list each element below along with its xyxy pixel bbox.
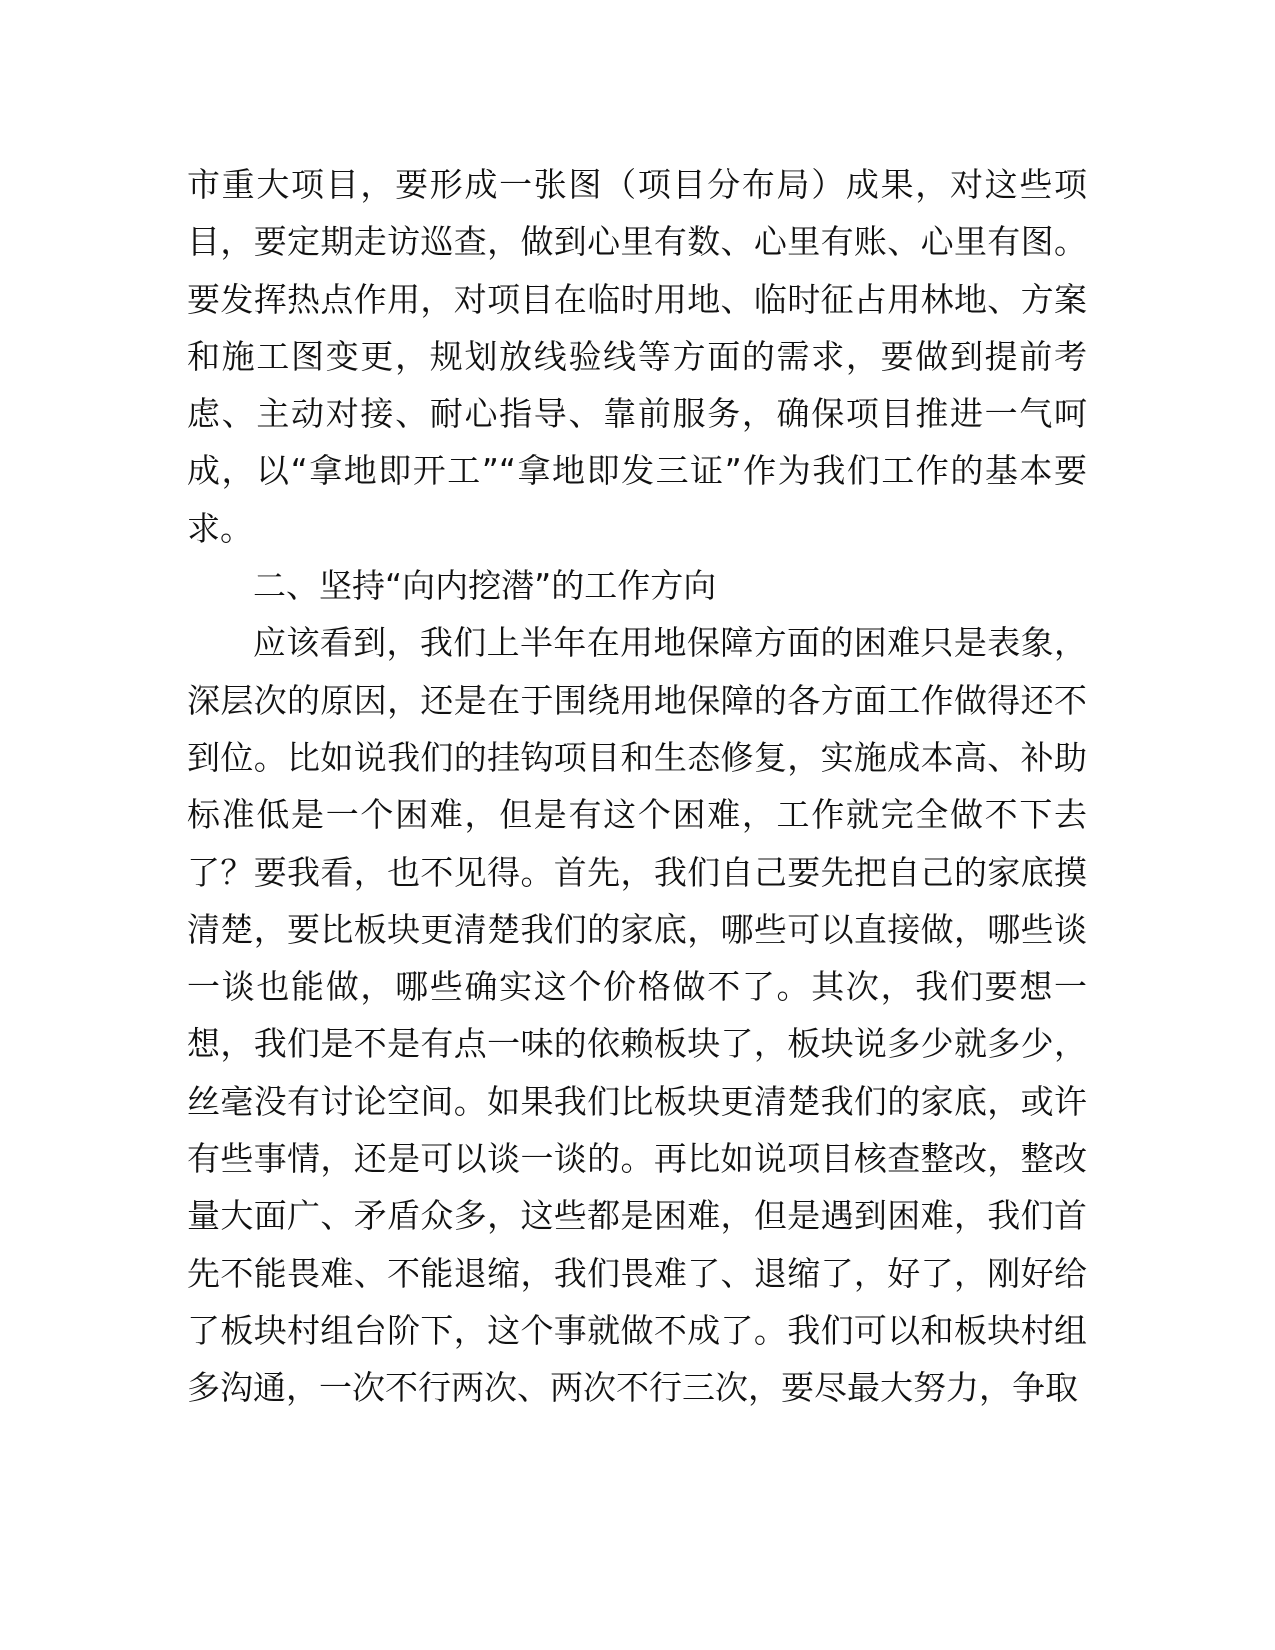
paragraph-body: 应该看到，我们上半年在用地保障方面的困难只是表象，深层次的原因，还是在于围绕用地保障的各方面工作做得还不到位。比如说我们的挂钩项目和生态修复，实施成本高、补助标准低是一个困难，但是有这个困难，工作就完全做不下去了？要我看，也不见得。首先，我们自己要先把自己的家底摸清楚，要比板块更清楚我们的家底，哪些可以直接做，哪些谈一谈也能做，哪些确实这个价格做不了。其次，我们要想一想，我们是不是有点一味的依赖板块了，板块说多少就多少，丝毫没有讨论空间。如果我们比板块更清楚我们的家底，或许有些事情，还是可以谈一谈的。再比如说项目核查整改，整改量大面广、矛盾众多，这些都是困难，但是遇到困难，我们首先不能畏难、不能退缩，我们畏难了、退缩了，好了，刚好给了板块村组台阶下，这个事就做不成了。我们可以和板块村组多沟通，一次不行两次、两次不行三次，要尽最大努力，争取 — [187, 623, 1087, 1408]
document-body — [187, 156, 1087, 1417]
paragraph-continuation: 市重大项目，要形成一张图（项目分布局）成果，对这些项目，要定期走访巡查，做到心里有数、心里有账、心里有图。要发挥热点作用，对项目在临时用地、临时征占用林地、方案和施工图变更，规划放线验线等方面的需求，要做到提前考虑、主动对接、耐心指导、靠前服务，确保项目推进一气呵成，以“拿地即开工”“拿地即发三证”作为我们工作的基本要求。 — [187, 165, 1087, 548]
section-heading: 二、坚持“向内挖潜”的工作方向 — [253, 566, 717, 606]
